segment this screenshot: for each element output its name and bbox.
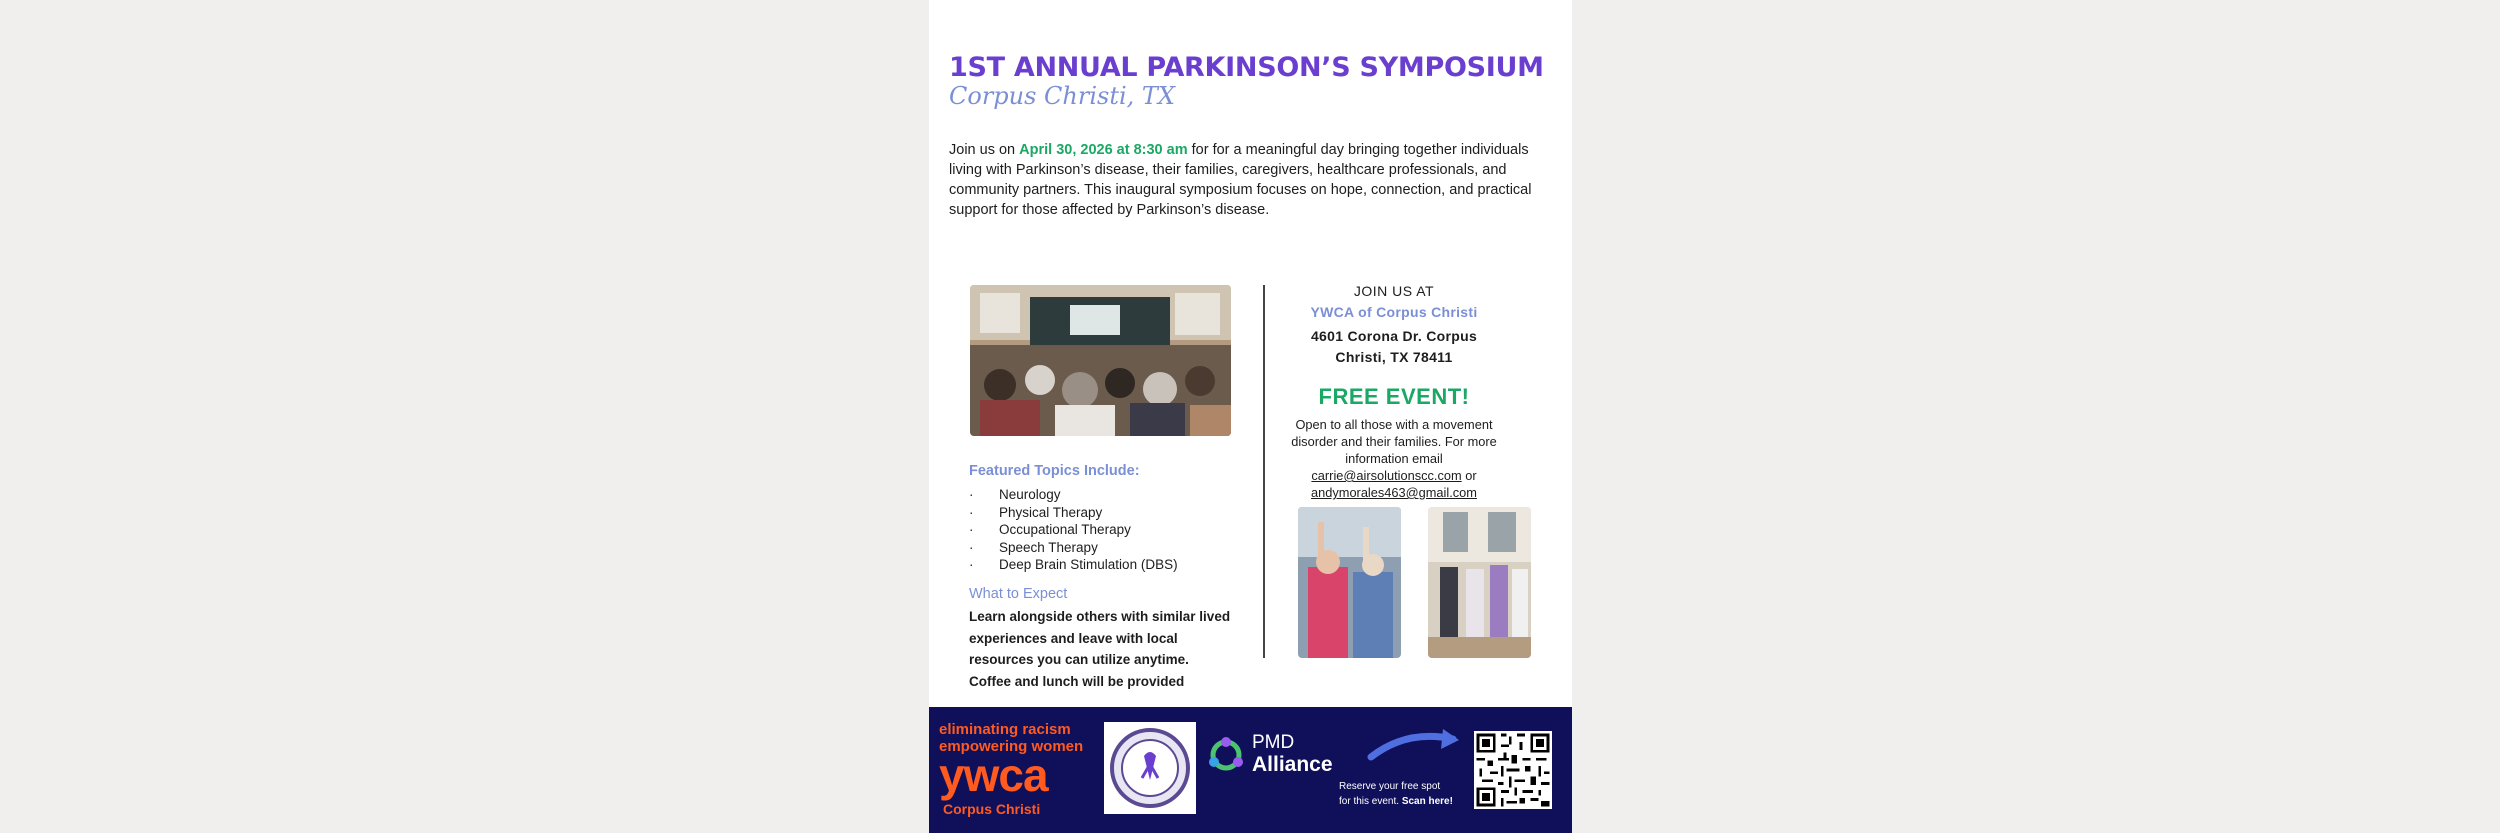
venue-address: 4601 Corona Dr. Corpus Christi, TX 78411 [1310,328,1478,365]
topics-heading: Featured Topics Include: [969,463,1140,479]
audience-photo [970,285,1231,436]
expect-heading: What to Expect [969,586,1068,602]
sponsor-footer [929,707,1572,833]
column-divider [1263,285,1265,658]
pmd-alliance-icon [1205,734,1247,776]
intro-prefix: Join us on [949,142,1020,158]
expect-text: Learn alongside others with similar lived experiences and leave with local resources you can utilize anytime. Coffee and lunch will be provided [969,609,1231,689]
qr-code-icon[interactable] [1474,731,1552,809]
ywca-logo: ywca [939,749,1048,801]
list-item: · Occupational Therapy [969,522,1131,537]
list-item: · Speech Therapy [969,539,1098,555]
topics-list [969,486,1178,574]
seal-logo-icon [1104,722,1196,814]
exercise-photo-right [1428,507,1531,658]
exercise-photo-left [1298,507,1401,658]
free-event-label: FREE EVENT! [1318,384,1470,409]
intro-paragraph [949,140,1559,220]
email-link-andy[interactable]: andymorales463@gmail.com [1311,485,1477,500]
venue-name: YWCA of Corpus Christi [1310,304,1478,320]
flyer-page [929,0,1572,833]
flyer-title: 1ST ANNUAL PARKINSON’S SYMPOSIUM [949,52,1544,83]
list-item: · Neurology [969,487,1061,502]
ywca-city: Corpus Christi [943,801,1041,817]
reserve-text: Reserve your free spot for this event. Scan here! [1339,781,1453,807]
email-link-carrie[interactable]: carrie@airsolutionscc.com [1311,468,1462,483]
intro-suffix: for for a meaningful day bringing together individuals living with Parkinson’s disease, their families, caregivers, healthcare professionals, and community partners. This inaugural symposium focuses on hope, connection, and practical support for those affected by Parkinson’s disease. [949,142,1532,218]
curved-arrow-icon [1367,727,1463,763]
ywca-tagline: eliminating racism empowering women [939,721,1084,755]
pmd-label: PMD [1252,732,1295,753]
open-info-text: Open to all those with a movement disorder and their families. For more information email carrie@airsolutionscc.com or andymorales463@gmail.com [1291,417,1497,500]
join-label: JOIN US AT [1353,283,1435,299]
event-date: April 30, 2026 at 8:30 am [1019,142,1188,158]
list-item: · Physical Therapy [969,504,1103,520]
list-item: · Deep Brain Stimulation (DBS) [969,557,1178,572]
flyer-subtitle: Corpus Christi, TX [949,82,1176,110]
alliance-label: Alliance [1252,753,1333,776]
